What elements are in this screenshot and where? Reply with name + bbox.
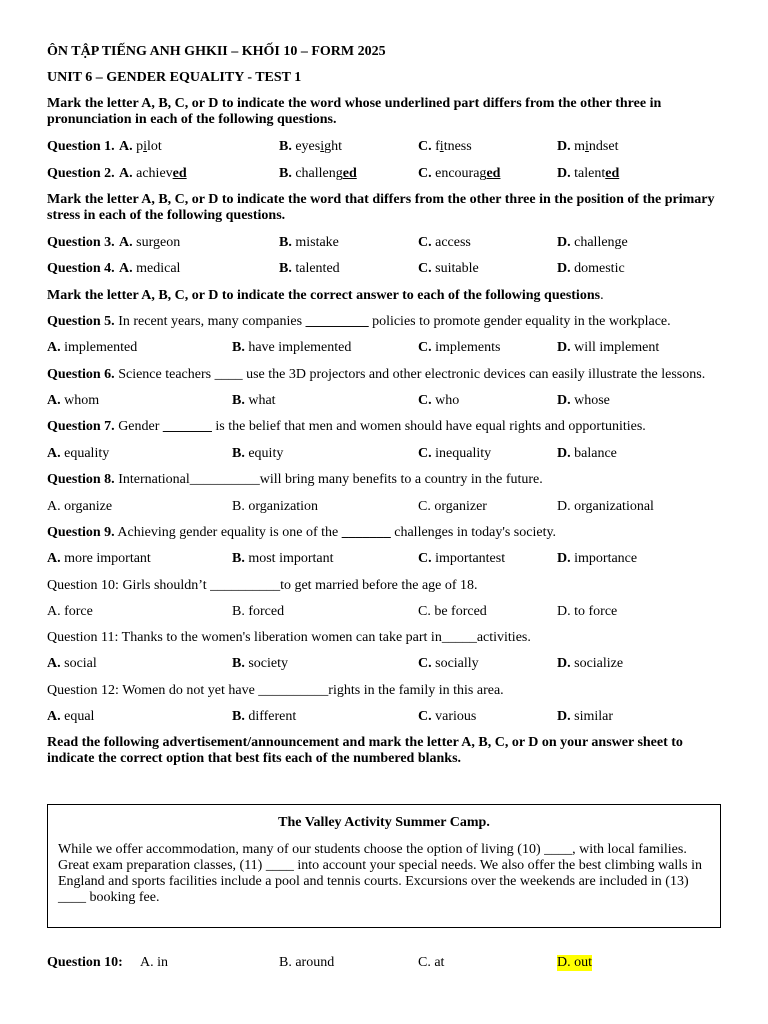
question-10-option-d: D. to force [557,604,618,619]
question-2 [47,166,727,182]
answer-question-10-option-c: C. at [418,955,445,970]
question-7-stem: Question 7. Gender _______ is the belief that men and women should have equal rights and opportunities. [47,419,646,434]
answer-question-10-option-a: A. in [140,955,168,970]
question-6-option-d: D. whose [557,393,610,408]
question-1-label: Question 1. [47,139,115,154]
question-4-option-d: D. domestic [557,261,625,276]
answer-question-10-option-d-highlighted: D. out [557,955,592,970]
question-4-option-a: A. medical [119,261,181,276]
question-5-stem: Question 5. In recent years, many companies _________ policies to promote gender equality in the workplace. [47,314,671,329]
question-9-option-a: A. more important [47,551,151,566]
question-7-option-a: A. equality [47,446,110,461]
question-8-stem: Question 8. International__________will bring many benefits to a country in the future. [47,472,543,487]
question-5-option-b: B. have implemented [232,340,352,355]
question-11-option-d: D. socialize [557,656,624,671]
question-1 [47,139,727,155]
advertisement-box [47,804,721,928]
section3-instruction: Mark the letter A, B, C, or D to indicate the correct answer to each of the following questions. [47,288,604,303]
question-2-label: Question 2. [47,166,115,181]
question-7-option-b: B. equity [232,446,284,461]
question-2-option-d: D. talented [557,166,620,181]
question-7-options [47,446,727,462]
question-8-option-b: B. organization [232,499,319,514]
question-12-option-c: C. various [418,709,477,724]
question-1-option-a: A. pilot [119,139,162,154]
question-1-option-b: B. eyesight [279,139,343,154]
question-10-options [47,604,727,620]
question-4-option-c: C. suitable [418,261,479,276]
question-7-option-c: C. inequality [418,446,492,461]
question-2-option-c: C. encouraged [418,166,501,181]
question-5-option-d: D. will implement [557,340,660,355]
question-5-options [47,340,727,356]
question-3-option-d: D. challenge [557,235,628,250]
question-11-option-c: C. socially [418,656,479,671]
question-12-stem: Question 12: Women do not yet have __________rights in the family in this area. [47,683,504,698]
question-2-option-a: A. achieved [119,166,187,181]
question-4-option-b: B. talented [279,261,340,276]
question-11-stem: Question 11: Thanks to the women's liberation women can take part in_____activities. [47,630,531,645]
question-3 [47,235,727,251]
question-10-option-b: B. forced [232,604,285,619]
question-1-option-c: C. fitness [418,139,472,154]
question-9-stem: Question 9. Achieving gender equality is one of the _______ challenges in today's society. [47,525,557,540]
question-6-options [47,393,727,409]
question-9-option-b: B. most important [232,551,334,566]
section2-instruction: Mark the letter A, B, C, or D to indicate the word that differs from the other three in the position of the primary stress in each of the following questions. [47,192,715,223]
question-12-option-b: B. different [232,709,297,724]
question-3-label: Question 3. [47,235,115,250]
question-8-options [47,499,727,515]
answer-question-10 [47,955,727,971]
question-3-option-b: B. mistake [279,235,339,250]
answer-question-10-label: Question 10: [47,955,123,970]
unit-heading: UNIT 6 – GENDER EQUALITY - TEST 1 [47,70,302,85]
question-1-option-d: D. mindset [557,139,619,154]
question-10-option-c: C. be forced [418,604,487,619]
answer-question-10-option-b: B. around [279,955,335,970]
document-title: ÔN TẬP TIẾNG ANH GHKII – KHỐI 10 – FORM 2025 [47,44,386,59]
question-11-option-a: A. social [47,656,97,671]
question-6-stem: Question 6. Science teachers ____ use the 3D projectors and other electronic devices can easily illustrate the lessons. [47,367,706,382]
question-8-option-c: C. organizer [418,499,487,514]
question-6-option-b: B. what [232,393,276,408]
question-5-option-a: A. implemented [47,340,138,355]
question-11-option-b: B. society [232,656,288,671]
question-11-options [47,656,727,672]
question-12-options [47,709,727,725]
question-10-stem: Question 10: Girls shouldn’t __________to get married before the age of 18. [47,578,478,593]
question-8-option-d: D. organizational [557,499,654,514]
advertisement-text: While we offer accommodation, many of our students choose the option of living (10) ____, with local families. Great exam preparation classes, (11) ____ into account your special needs. We also offer the best climbing walls in England and sports facilities include a pool and tennis courts. Excursions over the weekends are included in (13) ____ booking fee. [58,842,702,905]
question-3-option-a: A. surgeon [119,235,181,250]
question-3-option-c: C. access [418,235,471,250]
section4-instruction: Read the following advertisement/announcement and mark the letter A, B, C, or D on your answer sheet to indicate the correct option that best fits each of the numbered blanks. [47,735,683,766]
question-9-option-d: D. importance [557,551,638,566]
question-4-label: Question 4. [47,261,115,276]
question-9-option-c: C. importantest [418,551,506,566]
question-8-option-a: A. organize [47,499,113,514]
question-4 [47,261,727,277]
section1-instruction: Mark the letter A, B, C, or D to indicate the word whose underlined part differs from the other three in pronunciation in each of the following questions. [47,96,662,127]
question-12-option-a: A. equal [47,709,95,724]
question-9-options [47,551,727,567]
question-6-option-c: C. who [418,393,460,408]
question-10-option-a: A. force [47,604,93,619]
question-2-option-b: B. challenged [279,166,357,181]
question-7-option-d: D. balance [557,446,617,461]
question-12-option-d: D. similar [557,709,614,724]
question-6-option-a: A. whom [47,393,100,408]
advertisement-title: The Valley Activity Summer Camp. [278,815,490,830]
question-5-option-c: C. implements [418,340,501,355]
